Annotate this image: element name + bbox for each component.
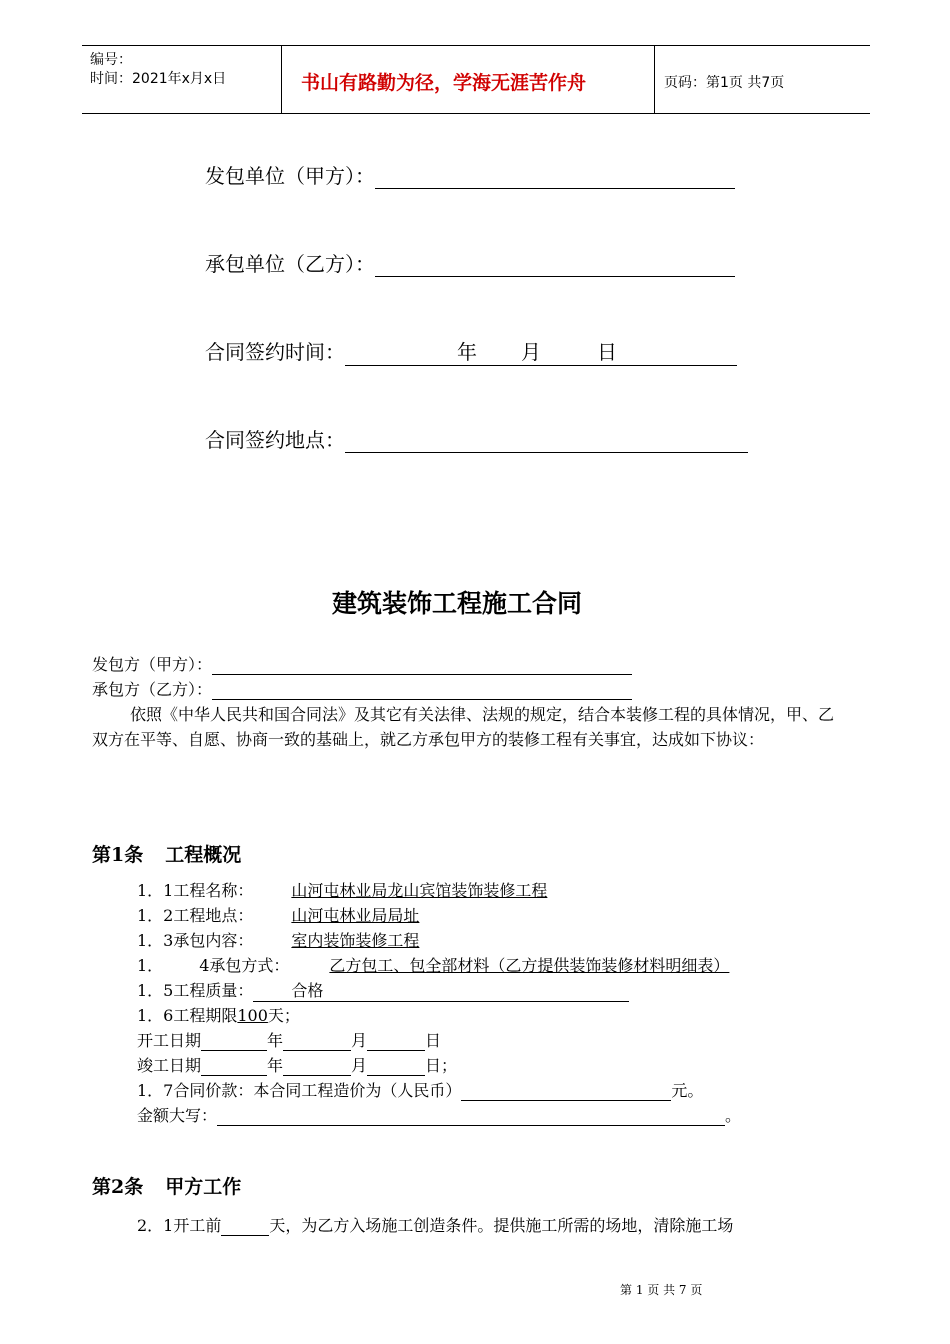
item-1-7-label: 1．7合同价款：本合同工程造价为（人民币）	[137, 1081, 462, 1100]
item-1-5-value: 合格	[291, 981, 324, 1000]
item-1-3-label: 1．3承包内容：	[137, 931, 254, 950]
item-1-3	[137, 928, 419, 951]
end-date-line	[137, 1053, 457, 1076]
intro-paragraph	[92, 702, 848, 752]
item-2-1	[137, 1213, 733, 1236]
article-1-title: 工程概况	[165, 844, 242, 866]
item-1-2-label: 1．2工程地点：	[137, 906, 254, 925]
cover-party-b	[205, 248, 735, 277]
start-day-blank[interactable]	[367, 1031, 425, 1051]
amount-blank[interactable]	[217, 1106, 725, 1126]
end-year-blank[interactable]	[201, 1056, 267, 1076]
cover-party-a	[205, 160, 735, 189]
item-1-5-label: 1．5工程质量：	[137, 981, 254, 1000]
start-year-label: 年	[267, 1031, 284, 1050]
cover-sign-time-label: 合同签约时间：	[205, 340, 345, 364]
item-1-4-number: 1．	[137, 956, 164, 975]
item-1-6-label: 1．6工程期限	[137, 1006, 238, 1025]
item-1-5	[137, 978, 629, 1002]
cover-party-b-blank[interactable]	[375, 252, 735, 277]
price-unit: 元。	[671, 1081, 704, 1100]
cover-party-b-label: 承包单位（乙方）：	[205, 252, 375, 276]
party-b-label: 承包方（乙方）：	[92, 680, 213, 699]
page-info: 页码：第1页 共7页	[664, 75, 785, 91]
contract-title: 建筑装饰工程施工合同	[332, 589, 583, 618]
start-day-label: 日	[425, 1031, 442, 1050]
header-top-rule	[82, 45, 870, 46]
article-1-heading	[92, 840, 241, 867]
item-1-3-value: 室内装饰装修工程	[291, 931, 420, 950]
item-2-1-days-blank[interactable]	[221, 1216, 269, 1236]
cover-day: 日	[597, 340, 617, 364]
cover-sign-place-label: 合同签约地点：	[205, 428, 345, 452]
start-month-label: 月	[351, 1031, 368, 1050]
amount-line	[137, 1103, 741, 1126]
cover-sign-place	[205, 424, 748, 453]
cover-party-a-label: 发包单位（甲方）：	[205, 164, 375, 188]
party-b-line	[92, 677, 632, 700]
item-1-2-value: 山河屯林业局局址	[291, 906, 420, 925]
end-year-label: 年	[267, 1056, 284, 1075]
item-1-7	[137, 1078, 703, 1101]
header-divider	[281, 45, 282, 113]
item-2-1-text: 天，为乙方入场施工创造条件。提供施工所需的场地，清除施工场	[269, 1216, 734, 1235]
time-label: 时间：2021年x月x日	[90, 71, 227, 87]
price-blank[interactable]	[461, 1081, 671, 1101]
cover-year: 年	[457, 340, 477, 364]
party-a-blank[interactable]	[212, 655, 632, 675]
amount-end: 。	[725, 1106, 742, 1125]
cover-sign-time	[205, 336, 737, 366]
item-1-4	[137, 953, 729, 976]
cover-party-a-blank[interactable]	[375, 164, 735, 189]
intro-text: 依照《中华人民共和国合同法》及其它有关法律、法规的规定，结合本装修工程的具体情况，甲、乙双方在平等、自愿、协商一致的基础上，就乙方承包甲方的装修工程有关事宜，达成如下协议：	[92, 705, 835, 749]
start-date-line	[137, 1028, 441, 1051]
header-bottom-rule	[82, 113, 870, 114]
item-1-6-unit: 天；	[267, 1006, 300, 1025]
end-date-label: 竣工日期	[137, 1056, 202, 1075]
item-1-1-value: 山河屯林业局龙山宾馆装饰装修工程	[291, 881, 548, 900]
party-a-label: 发包方（甲方）：	[92, 655, 213, 674]
article-2-number: 第2条	[92, 1176, 144, 1198]
start-year-blank[interactable]	[201, 1031, 267, 1051]
item-1-6-value: 100	[237, 1006, 268, 1025]
end-month-label: 月	[351, 1056, 368, 1075]
item-1-5-blank	[253, 978, 629, 1002]
party-b-blank[interactable]	[212, 680, 632, 700]
item-1-2	[137, 903, 419, 926]
cover-month: 月	[521, 340, 541, 364]
party-a-line	[92, 652, 632, 675]
item-1-4-value: 乙方包工、包全部材料（乙方提供装饰装修材料明细表）	[329, 956, 730, 975]
item-1-6	[137, 1003, 300, 1026]
cover-sign-time-blank[interactable]	[345, 336, 737, 366]
end-day-blank[interactable]	[367, 1056, 425, 1076]
article-1-number: 第1条	[92, 844, 144, 866]
article-2-heading	[92, 1172, 241, 1199]
end-month-blank[interactable]	[283, 1056, 351, 1076]
amount-label: 金额大写：	[137, 1106, 218, 1125]
start-month-blank[interactable]	[283, 1031, 351, 1051]
item-2-1-prefix: 2．1开工前	[137, 1216, 222, 1235]
item-1-1-label: 1．1工程名称：	[137, 881, 254, 900]
start-date-label: 开工日期	[137, 1031, 202, 1050]
item-1-1	[137, 878, 547, 901]
article-2-title: 甲方工作	[165, 1176, 242, 1198]
cover-sign-place-blank[interactable]	[345, 428, 748, 453]
motto: 书山有路勤为径，学海无涯苦作舟	[301, 72, 587, 94]
end-day-label: 日；	[425, 1056, 458, 1075]
item-1-4-label: 4承包方式：	[199, 956, 290, 975]
header-divider	[654, 45, 655, 113]
page-footer: 第 1 页 共 7 页	[620, 1283, 703, 1297]
number-label: 编号：	[90, 52, 132, 68]
